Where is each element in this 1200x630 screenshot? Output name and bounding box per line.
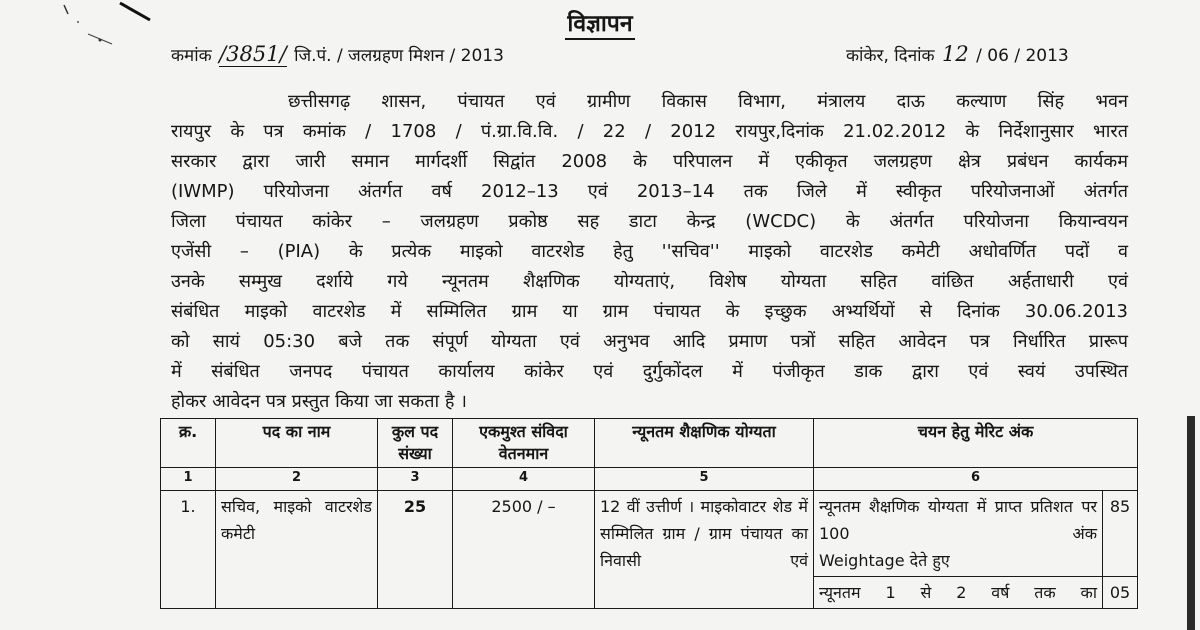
column-number: 1 bbox=[161, 468, 216, 491]
body-line-7: उनके सम्मुख दर्शाये गये न्यूनतम शैक्षणिक योग्यताएं, विशेष योग्यता सहित वांछित अर्हताधारी एवं bbox=[171, 271, 1128, 292]
table-header-row bbox=[161, 419, 1138, 468]
column-number: 5 bbox=[595, 468, 814, 491]
body-line-6: एजेंसी – (PIA) के प्रत्येक माइको वाटरशेड हेतु ''सचिव'' माइको वाटरशेड कमेटी अधोवर्णित पदों व bbox=[171, 241, 1128, 262]
header-merit: चयन हेतु मेरिट अंक bbox=[814, 419, 1138, 468]
reference-number: कमांक /3851/ जि.पं. / जलग्रहण मिशन / 2013 bbox=[171, 42, 504, 66]
merit-item-1-text: न्यूनतम शैक्षणिक योग्यता में प्राप्त प्रतिशत पर 100 अंक bbox=[819, 497, 1097, 543]
merit-item-2 bbox=[814, 576, 1137, 608]
header-pay: एकमुश्त संविदा वेतनमान bbox=[453, 419, 595, 468]
column-number: 6 bbox=[814, 468, 1138, 491]
scan-edge-strip bbox=[1187, 416, 1195, 630]
column-number-row bbox=[161, 468, 1138, 491]
body-line-10: में संबंधित जनपद पंचायत कार्यालय कांकेर एवं दुर्गुकोंदल में पंजीकृत डाक द्वारा एवं स्वयं उपस्थित bbox=[171, 361, 1128, 382]
handwritten-day: 12 bbox=[942, 42, 969, 66]
merit-item-2-score: 05 bbox=[1102, 577, 1137, 608]
body-line-1: छत्तीसगढ़ शासन, पंचायत एवं ग्रामीण विकास विभाग, मंत्रालय दाऊ कल्याण सिंह भवन bbox=[288, 91, 1128, 112]
column-number: 2 bbox=[216, 468, 378, 491]
body-line-4: (IWMP) परियोजना अंतर्गत वर्ष 2012–13 एवं 2013–14 तक जिले में स्वीकृत परियोजनाओं अंतर्गत bbox=[171, 181, 1128, 202]
header-total-posts: कुल पद संख्या bbox=[378, 419, 453, 468]
body-line-5: जिला पंचायत कांकेर – जलग्रहण प्रकोष्ठ सह डाटा केन्द्र (WCDC) के अंतर्गत परियोजना कियान्वयन bbox=[171, 211, 1128, 232]
advertisement-title: विज्ञापन bbox=[0, 6, 1200, 38]
body-line-2: रायपुर के पत्र कमांक / 1708 / पं.ग्रा.वि.वि. / 22 / 2012 रायपुर,दिनांक 21.02.2012 के निर्देशानुसार भारत bbox=[171, 121, 1128, 142]
body-line-8: संबंधित माइको वाटरशेड में सम्मिलित ग्राम या ग्राम पंचायत के इच्छुक अभ्यर्थियों से दिनांक 30.06.2013 bbox=[171, 301, 1128, 322]
column-number: 3 bbox=[378, 468, 453, 491]
merit-item-1-weightage: Weightage देते हुए bbox=[819, 551, 950, 570]
row-serial: 1. bbox=[161, 491, 216, 609]
reference-date: कांकेर, दिनांक 12 / 06 / 2013 bbox=[846, 42, 1069, 66]
header-qualification: न्यूनतम शैक्षणिक योग्यता bbox=[595, 419, 814, 468]
body-line-9: को सायं 05:30 बजे तक संपूर्ण योग्यता एवं अनुभव आदि प्रमाण पत्रों सहित आवेदन पत्र निर्धारित प्रारूप bbox=[171, 331, 1128, 352]
row-total-posts: 25 bbox=[378, 491, 453, 609]
row-merit-cell bbox=[814, 491, 1138, 609]
header-serial: क्र. bbox=[161, 419, 216, 468]
row-pay: 2500 / – bbox=[453, 491, 595, 609]
merit-item-1 bbox=[814, 491, 1137, 576]
table-row bbox=[161, 491, 1138, 609]
posts-table bbox=[160, 418, 1138, 609]
row-post-name: सचिव, माइको वाटरशेड कमेटी bbox=[216, 491, 378, 609]
header-post-name: पद का नाम bbox=[216, 419, 378, 468]
column-number: 4 bbox=[453, 468, 595, 491]
merit-item-2-text: न्यूनतम 1 से 2 वर्ष तक का bbox=[819, 583, 1097, 602]
body-line-11: होकर आवेदन पत्र प्रस्तुत किया जा सकता है । bbox=[171, 391, 467, 412]
handwritten-reference-number: /3851/ bbox=[219, 42, 287, 66]
body-line-3: सरकार द्वारा जारी समान मार्गदर्शी सिद्वांत 2008 के परिपालन में एकीकृत जलग्रहण क्षेत्र प्रबंधन कार्यकम bbox=[171, 151, 1128, 172]
row-qualification: 12 वीं उत्तीर्ण । माइकोवाटर शेड में सम्मिलित ग्राम / ग्राम पंचायत का निवासी एवं bbox=[595, 491, 814, 609]
merit-item-1-score: 85 bbox=[1102, 491, 1137, 576]
